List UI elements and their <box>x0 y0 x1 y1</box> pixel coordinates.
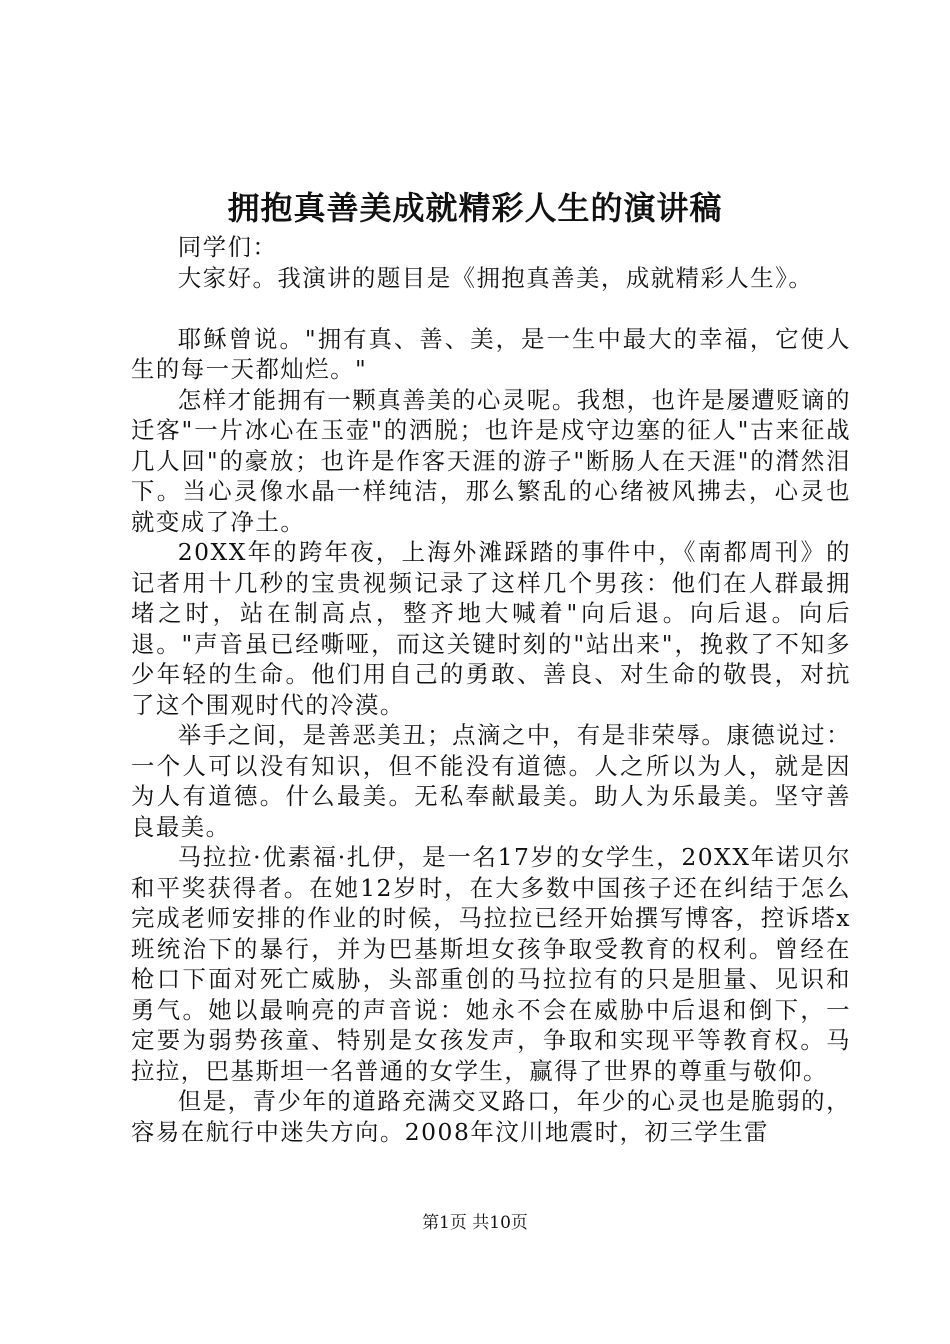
body-paragraph: 耶稣曾说。"拥有真、善、美，是一生中最大的幸福，它使人生的每一天都灿烂。" <box>131 324 851 383</box>
page-number-footer: 第1页 共10页 <box>422 1213 528 1233</box>
body-paragraph: 举手之间，是善恶美丑；点滴之中，有是非荣辱。康德说过：一个人可以没有知识，但不能没有道德。人之所以为人，就是因为人有道德。什么最美。无私奉献最美。助人为乐最美。坚守善良最美。 <box>131 721 851 841</box>
salutation-paragraph: 同学们： <box>177 233 278 261</box>
document-title: 拥抱真善美成就精彩人生的演讲稿 <box>227 189 723 227</box>
body-paragraph: 20XX年的跨年夜，上海外滩踩踏的事件中，《南都周刊》的记者用十几秒的宝贵视频记录了这样几个男孩：他们在人群最拥堵之时，站在制高点，整齐地大喊着"向后退。向后退。向后退。"声音虽已经嘶哑，而这关键时刻的"站出来"，挽救了不知多少年轻的生命。他们用自己的勇敢、善良、对生命的敬畏，对抗了这个围观时代的冷漠。 <box>131 538 851 719</box>
intro-paragraph: 大家好。我演讲的题目是《拥抱真善美，成就精彩人生》。 <box>177 263 814 292</box>
body-paragraph: 马拉拉·优素福·扎伊，是一名17岁的女学生，20XX年诺贝尔和平奖获得者。在她12岁时，在大多数中国孩子还在纠结于怎么完成老师安排的作业的时候，马拉拉已经开始撰写博客，控诉塔x班统治下的暴行，并为巴基斯坦女孩争取受教育的权利。曾经在枪口下面对死亡威胁，头部重创的马拉拉有的只是胆量、见识和勇气。她以最响亮的声音说：她永不会在威胁中后退和倒下，一定要为弱势孩童、特别是女孩发声，争取和实现平等教育权。马拉拉，巴基斯坦一名普通的女学生，赢得了世界的尊重与敬仰。 <box>131 843 851 1085</box>
document-body <box>131 232 851 1147</box>
body-paragraph: 但是，青少年的道路充满交叉路口，年少的心灵也是脆弱的，容易在航行中迷失方向。2008年汶川地震时，初三学生雷 <box>131 1087 851 1146</box>
body-paragraph: 怎样才能拥有一颗真善美的心灵呢。我想，也许是屡遭贬谪的迁客"一片冰心在玉壶"的洒脱；也许是戍守边塞的征人"古来征战几人回"的豪放；也许是作客天涯的游子"断肠人在天涯"的潸然泪下。当心灵像水晶一样纯洁，那么繁乱的心绪被风拂去，心灵也就变成了净土。 <box>131 385 851 536</box>
